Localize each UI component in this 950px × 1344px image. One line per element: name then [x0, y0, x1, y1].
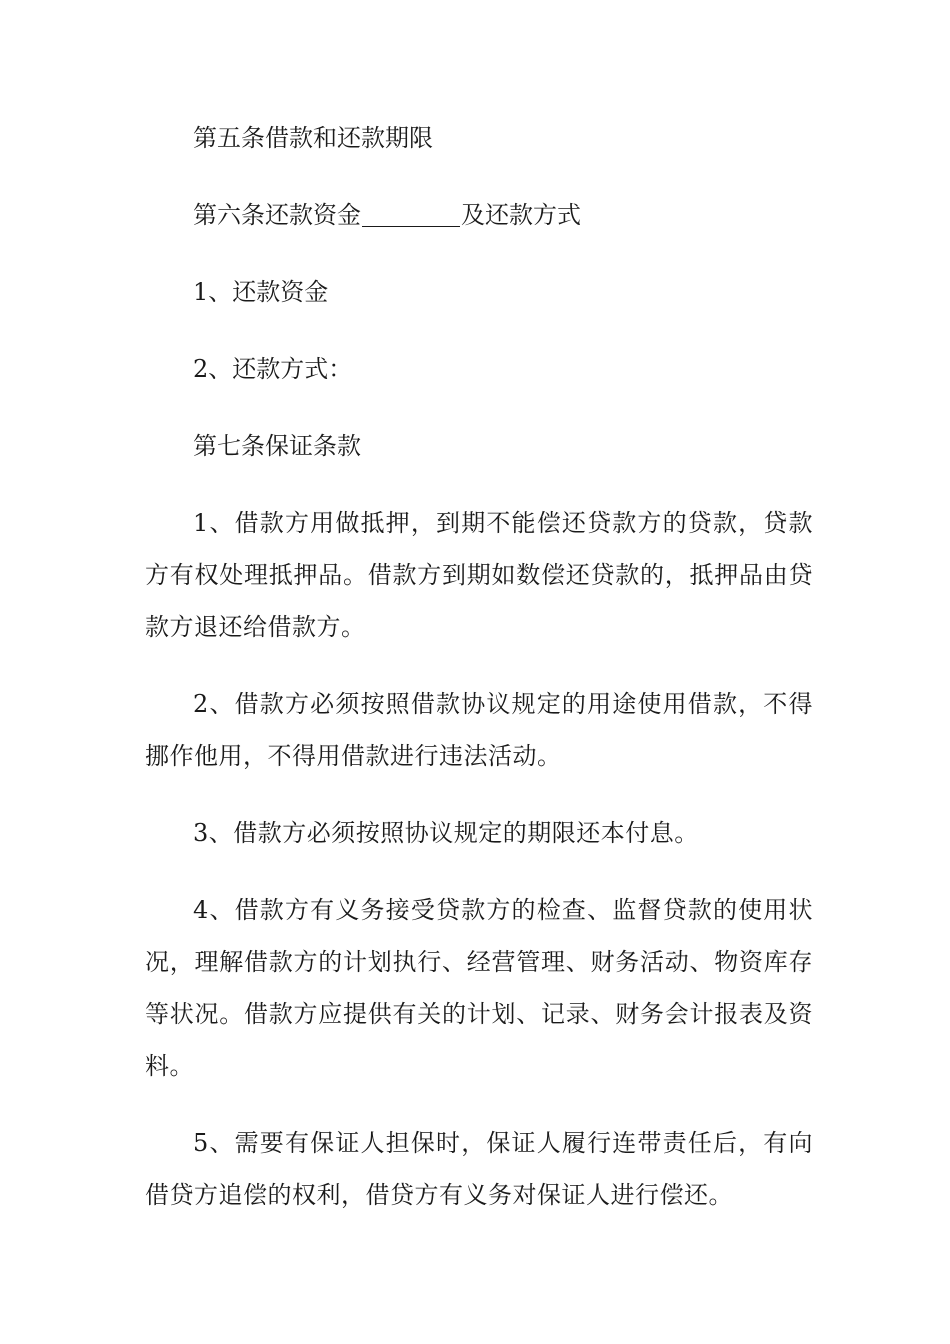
article-6-item-1: 1、还款资金	[193, 278, 329, 306]
article-7-clause-3: 3、借款方必须按照协议规定的期限还本付息。	[193, 819, 699, 847]
article-6-item-2: 2、还款方式：	[193, 355, 353, 383]
article-7-clause-5: 5、需要有保证人担保时，保证人履行连带责任后，有向借贷方追偿的权利，借贷方有义务对保证人进行偿还。	[145, 1129, 813, 1209]
article-5-title: 第五条借款和还款期限	[193, 124, 433, 152]
article-6-title-end: 及还款方式	[461, 201, 581, 229]
article-6-title-start: 第六条还款资金	[193, 201, 361, 229]
article-7-title: 第七条保证条款	[193, 432, 361, 460]
article-7-clause-1: 1、借款方用做抵押，到期不能偿还贷款方的贷款，贷款方有权处理抵押品。借款方到期如数偿还贷款的，抵押品由贷款方退还给借款方。	[145, 509, 813, 641]
article-6-title	[145, 189, 813, 241]
fill-in-blank	[362, 202, 460, 227]
article-7-clause-2: 2、借款方必须按照借款协议规定的用途使用借款，不得挪作他用，不得用借款进行违法活动。	[145, 690, 813, 770]
article-7-clause-4: 4、借款方有义务接受贷款方的检查、监督贷款的使用状况，理解借款方的计划执行、经营管理、财务活动、物资库存等状况。借款方应提供有关的计划、记录、财务会计报表及资料。	[145, 896, 813, 1080]
document-body	[145, 112, 813, 1246]
